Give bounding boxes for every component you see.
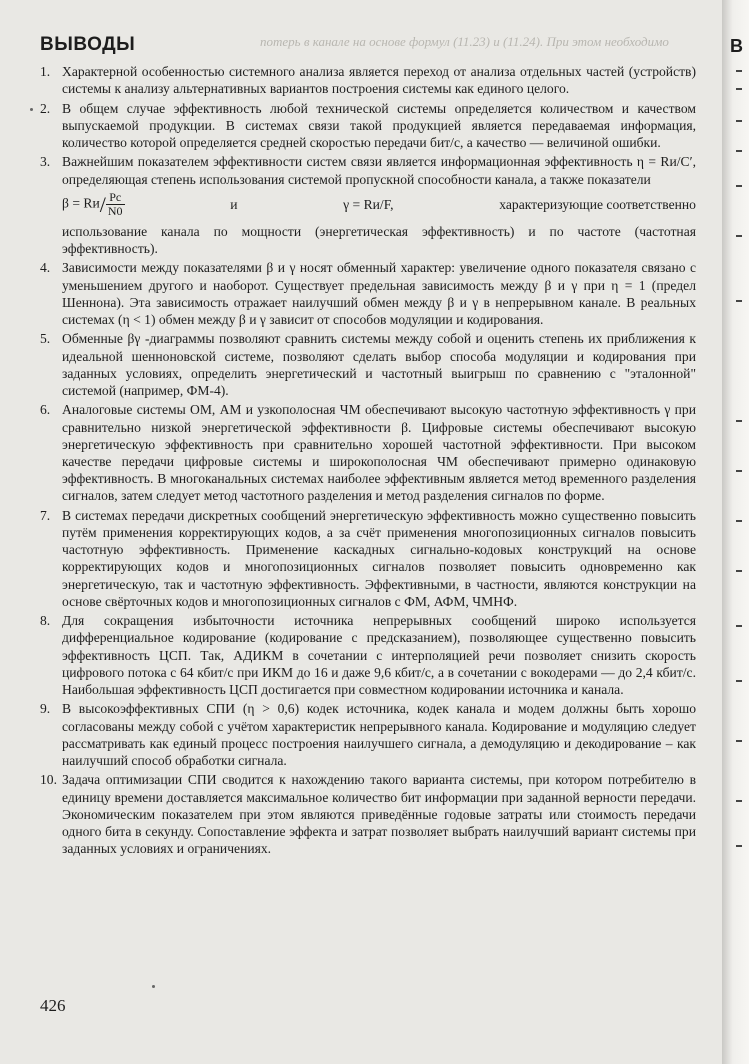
bleed-through-text: потерь в канале на основе формул (11.23) и (11.24). При этом необходимо (260, 34, 669, 49)
margin-mark (736, 185, 742, 187)
list-item (40, 330, 696, 399)
scan-speck (30, 108, 33, 111)
item-number: 10. (40, 772, 57, 788)
power-fraction: $\frac{Pc}{N0}$ (107, 189, 123, 218)
item-text: В системах передачи дискретных сообщений энергетическую эффективность можно существенно повысить путём применения корректирующих кодов, а за счёт применения многопозиционных сигналов повысить частотную эффективность. Применение каскадных сигнально-кодовых конструкций на основе корректирующих кодов и многопозиционных сигналов позволяет повысить одновременно как энергетическую, так и частотную эффективность. Эффективными, в частности, являются конструкции на основе свёрточных кодов и многопозиционных сигналов с ФМ, АФМ, ЧМНФ. (62, 507, 696, 609)
item-text: В общем случае эффективность любой технической системы определяется количеством и качеством выпускаемой продукции. В системах связи такой продукцией является передаваемая информация, количество которой определяется средней скоростью передачи бит/с, а качество — величиной ошибки. (62, 100, 696, 150)
item-number: 8. (40, 613, 51, 629)
list-item (40, 63, 696, 97)
margin-mark (736, 800, 742, 802)
item-text: Важнейшим показателем эффективности систем связи является информационная эффективность η = Rи/C′, определяющая степень использования системой пропускной способности канала, а также показатели (62, 154, 696, 187)
item-number: 7. (40, 507, 51, 523)
margin-mark (736, 845, 742, 847)
margin-mark (736, 680, 742, 682)
list-item (40, 259, 696, 328)
page-number: 426 (40, 996, 66, 1015)
list-item (40, 100, 696, 152)
margin-mark (736, 570, 742, 572)
item-number: 1. (40, 64, 51, 79)
item-text: Характерной особенностью системного анализа является переход от анализа отдельных частей (устройств) системы к анализу альтернативных вариантов построения системы как единого целого. (62, 64, 696, 97)
item-text-end: использование канала по мощности (энергетическая эффективность) и по частоте (частотная эффективность). (62, 223, 696, 256)
item-number: 4. (40, 260, 51, 276)
margin-mark (736, 625, 742, 627)
item-text-continued: характеризующие соответственно (499, 196, 696, 212)
margin-mark (736, 740, 742, 742)
margin-mark (736, 150, 742, 152)
item-text: Задача оптимизации СПИ сводится к нахождению такого варианта системы, при котором потребителю в единицу времени доставляется максимальное количество бит информации при заданной верности передачи. Экономическим показателем при этом являются приведённые годовые затраты или стоимость передачи одного бита в секунду. Сопоставление эффекта и затрат позволяет выбрать наилучший вариант системы при заданных условиях и ограничениях. (62, 772, 696, 857)
item-text: Зависимости между показателями β и γ носят обменный характер: увеличение одного показателя связано с уменьшением другого и наоборот. Существует предельная зависимость между β и γ при η = 1 (предел Шеннона). Эта зависимость отражает наилучший обмен между β и γ в непрерывном канале. В реальных системах (η < 1) обмен между β и γ зависит от способов модуляции и кодирования. (62, 260, 696, 327)
list-item (40, 507, 696, 610)
margin-mark (736, 300, 742, 302)
list-item (40, 771, 696, 857)
adjacent-page-letter: В (730, 36, 743, 56)
list-item (40, 612, 696, 698)
conclusions-list (40, 63, 696, 860)
list-item (40, 153, 696, 257)
adjacent-page-edge (722, 0, 749, 1064)
item-number: 2. (40, 100, 51, 116)
item-text: В высокоэффективных СПИ (η > 0,6) кодек источника, кодек канала и модем должны быть хорошо согласованы между собой с учётом характеристик непрерывного канала. Кодирование и модуляцию следует рассматривать как единый процесс построения наилучшего сигнала, а демодуляцию и декодирование – как наилучший способ обработки сигнала. (62, 701, 696, 769)
formula-line (62, 191, 696, 218)
margin-mark (736, 420, 742, 422)
margin-mark (736, 235, 742, 237)
item-number: 3. (40, 154, 51, 170)
margin-mark (736, 470, 742, 472)
margin-mark (736, 70, 742, 72)
margin-mark (736, 520, 742, 522)
and-word: и (230, 196, 238, 212)
section-heading: ВЫВОДЫ (40, 34, 136, 55)
item-number: 5. (40, 331, 51, 347)
list-item (40, 700, 696, 769)
item-text: Обменные βγ -диаграммы позволяют сравнить системы между собой и оценить степень их приближения к идеальной шенноновской системе, позволяют сделать выбор способа модуляции и кодирования при заданных условиях, определить энергетический и частотный выигрыш по сравнению с "эталонной" системой (например, ФМ-4). (62, 331, 696, 398)
beta-formula: β = Rи/ $\frac{Pc}{N0}$ (62, 189, 123, 218)
list-item (40, 401, 696, 504)
margin-mark (736, 120, 742, 122)
margin-mark (736, 88, 742, 90)
item-text: Аналоговые системы ОМ, АМ и узкополосная ЧМ обеспечивают высокую частотную эффективность γ при сравнительно низкой энергетической эффективности β. Цифровые системы обеспечивают высокую энергетическую эффективность при сравнительно хорошей частотной эффективности. При высоком качестве передачи цифровые системы и широкополосная ЧМ обеспечивают примерно одинаковую эффективность. В многоканальных системах наиболее эффективным является метод временного разделения сигналов, затем следует метод частотного разделения и метод разделения сигналов по форме. (62, 402, 696, 504)
item-number: 9. (40, 701, 51, 717)
item-text: Для сокращения избыточности источника непрерывных сообщений широко используется дифференциальное кодирование (кодирование с предсказанием), позволяющее существенно повысить эффективность ЦСП. Так, АДИКМ в сочетании с интерполяцией речи позволяет снизить скорость цифрового потока с 64 кбит/с при ИКМ до 16 и даже 9,6 кбит/с, а в сочетании с вокодерами — до 2,4 кбит/с. Наибольшая эффективность ЦСП достигается при совместном кодировании источника и канала. (62, 613, 696, 698)
scan-speck (152, 985, 155, 988)
item-number: 6. (40, 402, 51, 418)
gamma-formula: γ = Rи/F, (343, 196, 394, 212)
